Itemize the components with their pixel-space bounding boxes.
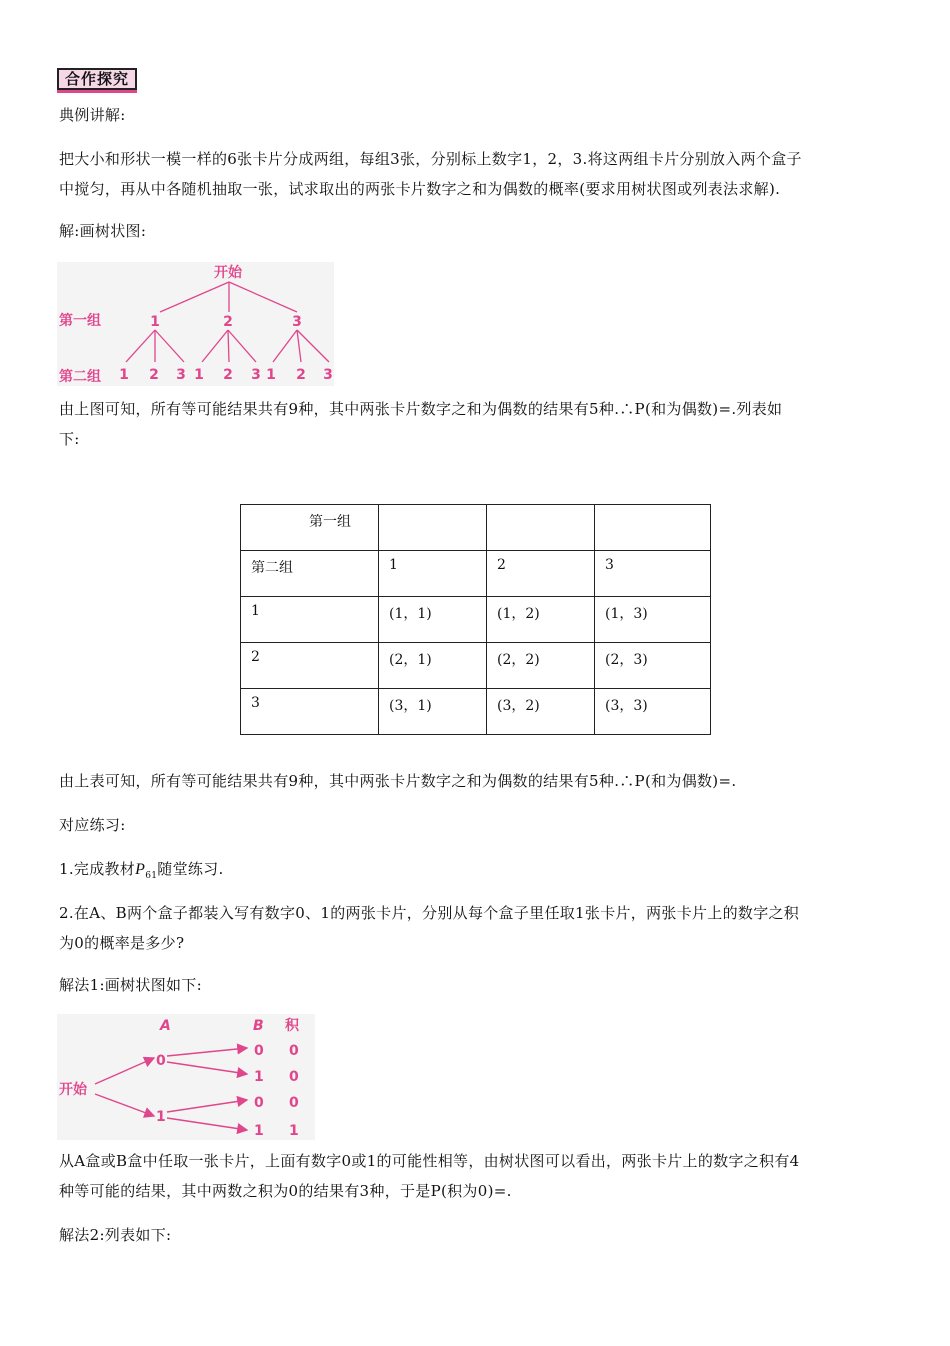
table-cell: (3，2): [487, 689, 595, 735]
tree1-node: 3: [292, 314, 302, 330]
tree1-leaf: 1: [194, 367, 204, 383]
tree1-node: 2: [223, 314, 233, 330]
table-col-header: 2: [487, 551, 595, 597]
problem-line-1: 把大小和形状一模一样的6张卡片分成两组，每组3张，分别标上数字1，2，3.将这两组卡片分别放入两个盒子: [59, 150, 802, 168]
tree1-leaf: 2: [296, 367, 306, 383]
tree2-header-product: 积: [285, 1018, 299, 1034]
exercise-2-line-1: 2.在A、B两个盒子都装入写有数字0、1的两张卡片，分别从每个盒子里任取1张卡片，两张卡片上的数字之积: [59, 904, 800, 922]
table-row: [241, 689, 711, 735]
tree2-root: 开始: [59, 1082, 87, 1098]
table-cell: (3，3): [595, 689, 711, 735]
tree1-diagram: [57, 262, 337, 388]
table-corner-top: 第一组: [241, 505, 379, 551]
table-cell: [379, 505, 487, 551]
tree1-root: 开始: [214, 265, 242, 281]
tree2-product: 0: [289, 1069, 299, 1085]
tree2-b-node: 1: [254, 1123, 264, 1139]
tree2-a-node: 0: [156, 1053, 166, 1069]
method-1-intro: 解法1:画树状图如下:: [59, 976, 202, 994]
tree1-leaf: 1: [266, 367, 276, 383]
table-col-header: 3: [595, 551, 711, 597]
solution-intro: 解:画树状图:: [59, 222, 147, 240]
table-row-header: 2: [241, 643, 379, 689]
table-cell: (1，2): [487, 597, 595, 643]
table-row-header: 3: [241, 689, 379, 735]
outcome-table: [240, 504, 711, 735]
tree2-b-node: 0: [254, 1095, 264, 1111]
tree1-leaf: 3: [323, 367, 333, 383]
tree1-leaf: 2: [223, 367, 233, 383]
example-heading: 典例讲解:: [59, 106, 126, 124]
method-1-conclusion-line-1: 从A盒或B盒中任取一张卡片，上面有数字0或1的可能性相等，由树状图可以看出，两张卡片上的数字之积有4: [59, 1152, 800, 1170]
method-2-intro: 解法2:列表如下:: [59, 1226, 172, 1244]
tree1-level2-label: 第二组: [59, 369, 101, 385]
exercise-1-page: P: [135, 861, 146, 878]
tree2-a-node: 1: [156, 1109, 166, 1125]
exercise-1-suffix: 随堂练习.: [157, 860, 224, 878]
table-cell: [595, 505, 711, 551]
table-cell: (2，3): [595, 643, 711, 689]
tree1-leaf: 3: [251, 367, 261, 383]
tree2-diagram: [57, 1014, 317, 1142]
tree2-b-node: 1: [254, 1069, 264, 1085]
practice-heading: 对应练习:: [59, 816, 126, 834]
table-cell: (2，1): [379, 643, 487, 689]
table-cell: (3，1): [379, 689, 487, 735]
tree2-b-node: 0: [254, 1043, 264, 1059]
exercise-1-prefix: 1.完成教材: [59, 860, 136, 878]
tree1-node: 1: [150, 314, 160, 330]
table-row: [241, 643, 711, 689]
tree1-leaf: 2: [149, 367, 159, 383]
table-row: [241, 597, 711, 643]
tree2-product: 0: [289, 1095, 299, 1111]
tree1-leaf: 1: [119, 367, 129, 383]
table-row: [241, 551, 711, 597]
badge-underline: [57, 90, 137, 93]
tree-conclusion-line-1: 由上图可知，所有等可能结果共有9种，其中两张卡片数字之和为偶数的结果有5种.∴P(和为偶数)=.列表如: [59, 400, 783, 418]
table-cell: (2，2): [487, 643, 595, 689]
tree2-product: 0: [289, 1043, 299, 1059]
table-corner-bottom: 第二组: [241, 551, 379, 597]
table-conclusion: 由上表可知，所有等可能结果共有9种，其中两张卡片数字之和为偶数的结果有5种.∴P(和为偶数)=.: [59, 772, 737, 790]
table-cell: (1，1): [379, 597, 487, 643]
tree2-product: 1: [289, 1123, 299, 1139]
table-col-header: 1: [379, 551, 487, 597]
method-1-conclusion-line-2: 种等可能的结果，其中两数之积为0的结果有3种，于是P(积为0)=.: [59, 1182, 512, 1200]
exercise-2-line-2: 为0的概率是多少?: [59, 934, 185, 952]
tree2-header-a: A: [160, 1018, 171, 1034]
exercise-1-page-sub: 61: [145, 871, 158, 881]
tree1-leaf: 3: [176, 367, 186, 383]
section-badge: 合作探究: [57, 68, 137, 90]
tree-conclusion-line-2: 下:: [59, 430, 80, 448]
table-row-header: 1: [241, 597, 379, 643]
problem-line-2: 中搅匀，再从中各随机抽取一张，试求取出的两张卡片数字之和为偶数的概率(要求用树状图或列表法求解).: [59, 180, 781, 198]
table-cell: [487, 505, 595, 551]
table-cell: (1，3): [595, 597, 711, 643]
table-row: [241, 505, 711, 551]
tree1-level1-label: 第一组: [59, 313, 101, 329]
exercise-1: [59, 854, 889, 891]
tree2-header-b: B: [253, 1018, 264, 1034]
